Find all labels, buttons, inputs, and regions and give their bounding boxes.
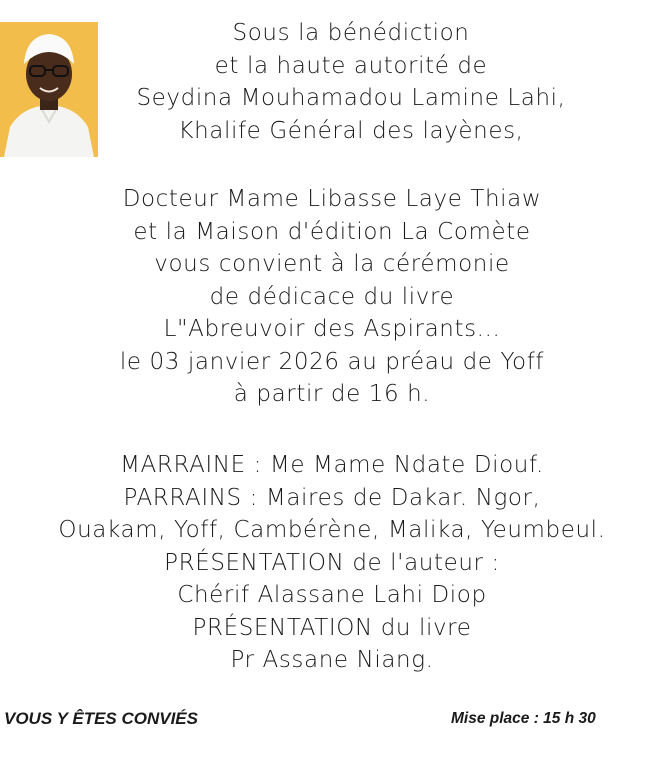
marraine-line: MARRAINE : Me Mame Ndate Diouf. bbox=[120, 452, 544, 478]
parrains-line: Ouakam, Yoff, Cambérène, Malika, Yeumbeul. bbox=[58, 517, 606, 543]
intro-line: Khalife Général des layènes, bbox=[178, 117, 524, 144]
invitation-line: vous convient à la cérémonie bbox=[154, 251, 510, 277]
parrains-line: PARRAINS : Maires de Dakar. Ngor, bbox=[123, 484, 541, 511]
author-presenter-line: Chérif Alassane Lahi Diop bbox=[177, 582, 487, 608]
intro-text bbox=[36, 17, 664, 147]
book-presenter-line: Pr Assane Niang. bbox=[230, 647, 434, 673]
roles-text bbox=[0, 449, 664, 677]
intro-line: Sous la bénédiction bbox=[232, 20, 470, 46]
event-date-place: le 03 janvier 2026 au préau de Yoff bbox=[119, 348, 545, 375]
invitation-line: et la Maison d'édition La Comète bbox=[133, 218, 531, 245]
event-time: à partir de 16 h. bbox=[233, 381, 431, 407]
invitation-text bbox=[0, 183, 664, 411]
book-presentation-line: PRÉSENTATION du livre bbox=[192, 614, 472, 641]
setup-time: Mise place : 15 h 30 bbox=[451, 710, 596, 727]
book-title: L"Abreuvoir des Aspirants... bbox=[163, 316, 501, 342]
invitation-line: Docteur Mame Libasse Laye Thiaw bbox=[122, 186, 542, 212]
invitation-tagline: VOUS Y ÊTES CONVIÉS bbox=[4, 709, 198, 728]
author-presentation-line: PRÉSENTATION de l'auteur : bbox=[164, 549, 500, 576]
intro-line: et la haute autorité de bbox=[214, 52, 488, 79]
footer bbox=[0, 709, 664, 733]
invitation-line: de dédicace du livre bbox=[209, 283, 455, 310]
intro-line: Seydina Mouhamadou Lamine Lahi, bbox=[136, 85, 566, 111]
